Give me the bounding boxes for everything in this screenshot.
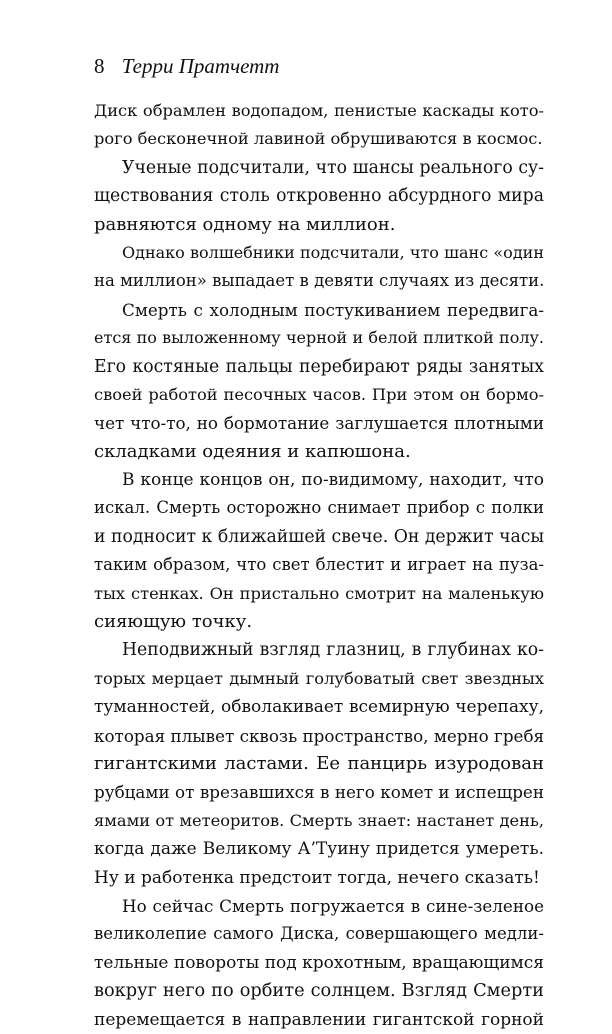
text-line: Смерть с холодным постукиванием передвига-: [122, 299, 544, 320]
text-line: ямами от метеоритов. Смерть знает: настанет день,: [94, 810, 544, 830]
text-line: торых мерцает дымный голубоватый свет звездных: [94, 668, 544, 688]
text-line: тых стенках. Он пристально смотрит на маленькую: [94, 583, 544, 603]
running-header: [94, 54, 279, 78]
text-line: ется по выложенному черной и белой плиткой полу.: [94, 328, 544, 348]
text-line: Но сейчас Смерть погружается в сине-зеленое: [122, 895, 544, 916]
text-line: и подносит к ближайшей свече. Он держит часы: [94, 526, 545, 547]
author-name: Терри Пратчетт: [121, 54, 280, 78]
text-line: чет что-то, но бормотание заглушается плотными: [94, 413, 544, 434]
text-line: искал. Смерть осторожно снимает прибор с полки: [94, 498, 544, 518]
text-line: Однако волшебники подсчитали, что шанс «один: [122, 242, 544, 262]
text-line: В конце концов он, по-видимому, находит, что: [122, 470, 544, 491]
text-line: Ученые подсчитали, что шансы реального су-: [122, 157, 544, 178]
text-line: перемещается в направлении гигантской горной: [94, 1009, 544, 1030]
text-line: равняются одному на миллион.: [94, 213, 396, 235]
text-line: Ну и работенка предстоит тогда, нечего сказать!: [94, 867, 540, 888]
text-line: туманностей, обволакивает всемирную черепаху,: [94, 697, 544, 718]
text-line: рого бесконечной лавиной обрушиваются в космос.: [94, 129, 543, 149]
text-line: рубцами от врезавшихся в него комет и испещрен: [94, 782, 544, 803]
text-line: Неподвижный взгляд глазниц, в глубинах ко-: [122, 640, 544, 661]
text-line: тельные повороты под крохотным, вращающимся: [94, 952, 544, 973]
text-line: которая плывет сквозь пространство, мерно гребя: [94, 725, 545, 746]
text-line: Диск обрамлен водопадом, пенистые каскады кото-: [94, 101, 544, 120]
text-line: на миллион» выпадает в девяти случаях из десяти.: [94, 271, 545, 291]
text-line: своей работой песочных часов. При этом он бормо-: [94, 384, 544, 404]
text-line: складками одеяния и капюшона.: [94, 440, 411, 462]
text-line: вокруг него по орбите солнцем. Взгляд Смерти: [94, 981, 544, 1002]
text-line: ществования столь откровенно абсурдного мира: [94, 186, 544, 207]
text-line: великолепие самого Диска, совершающего медли-: [94, 924, 544, 944]
text-line: Его костяные пальцы перебирают ряды занятых: [94, 356, 544, 377]
text-line: когда даже Великому А’Туину придется умереть.: [94, 839, 544, 860]
text-line: гигантскими ластами. Ее панцирь изуродован: [94, 752, 544, 774]
body-text: [94, 97, 544, 1034]
text-line: таким образом, что свет блестит и играет на пуза-: [94, 555, 544, 575]
page-number: 8: [94, 54, 105, 78]
text-line: сияющую точку.: [94, 611, 253, 633]
